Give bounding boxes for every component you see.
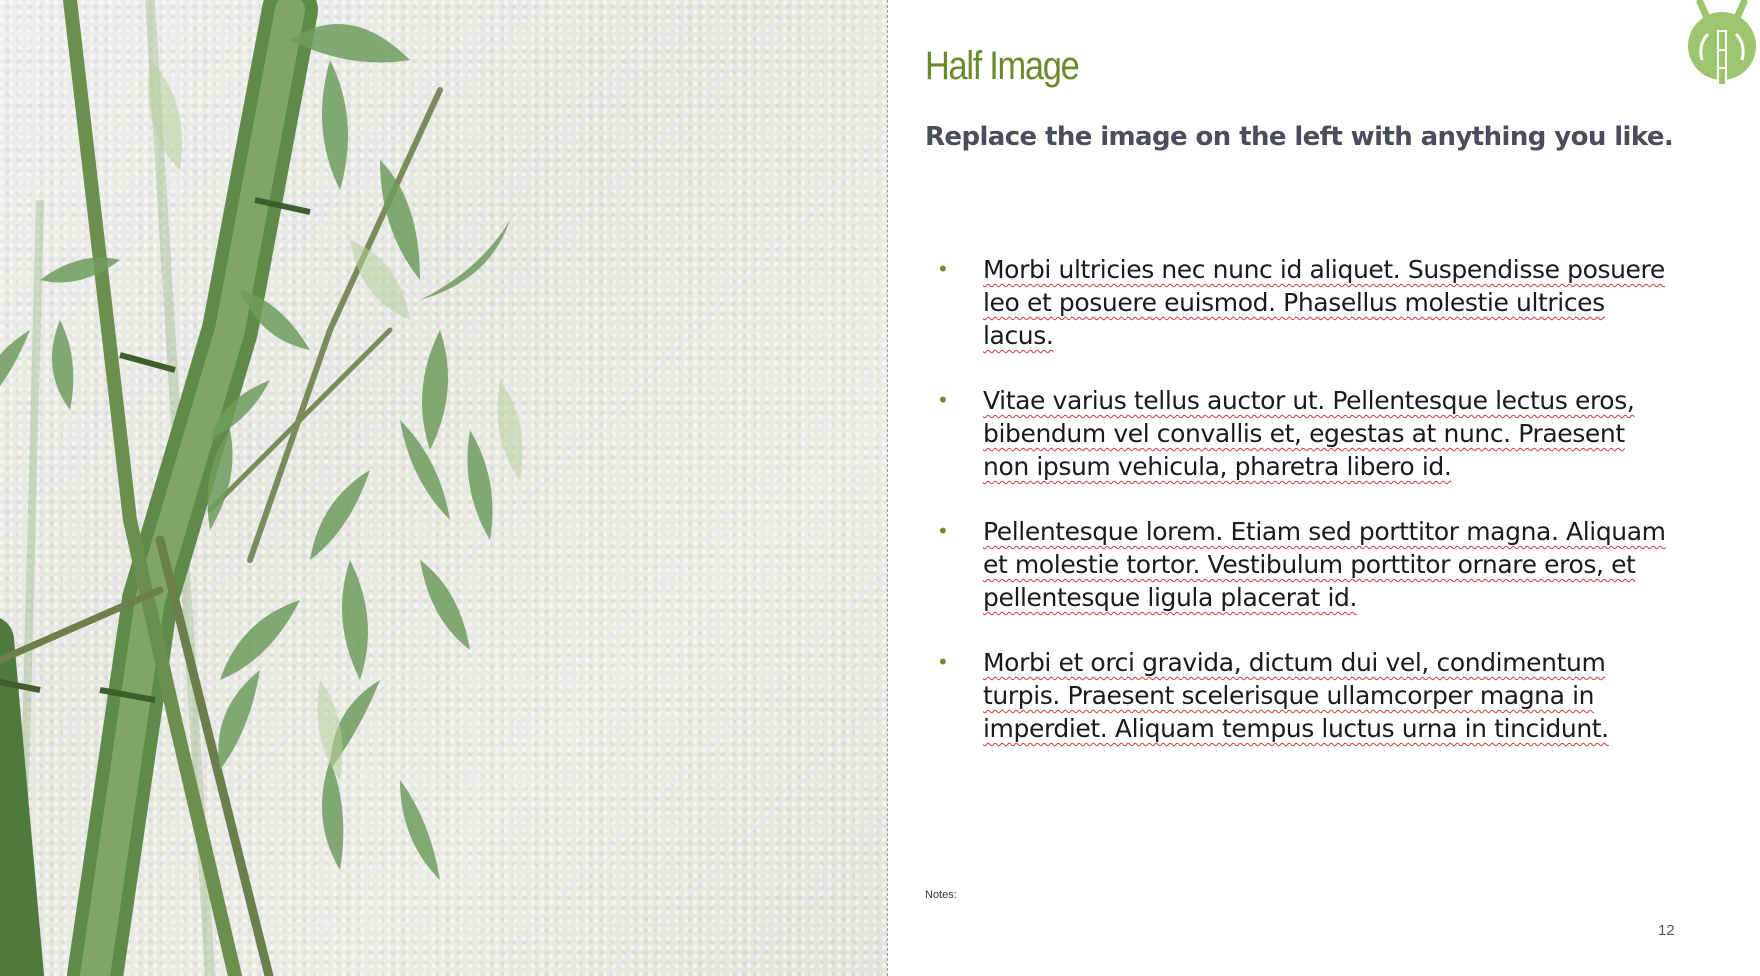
bamboo-logo-icon bbox=[1686, 0, 1756, 90]
vertical-divider bbox=[887, 0, 888, 976]
bullet-list bbox=[935, 253, 1675, 777]
bullet-point-icon: • bbox=[937, 519, 949, 543]
bullet-point-icon: • bbox=[937, 650, 949, 674]
bullet-item bbox=[935, 646, 1675, 745]
bullet-item bbox=[935, 253, 1675, 352]
bullet-item bbox=[935, 384, 1675, 483]
notes-label: Notes: bbox=[925, 889, 957, 901]
slide-subtitle: Replace the image on the left with anything you like. bbox=[925, 122, 1674, 152]
bullet-item bbox=[935, 515, 1675, 614]
bullet-text[interactable]: Pellentesque lorem. Etiam sed porttitor magna. Aliquam et molestie tortor. Vestibulum porttitor ornare eros, et pellentesque ligula placerat id. bbox=[983, 517, 1666, 612]
bullet-text[interactable]: Morbi et orci gravida, dictum dui vel, condimentum turpis. Praesent scelerisque ullamcorper magna in imperdiet. Aliquam tempus luctus urna in tincidunt. bbox=[983, 648, 1609, 743]
page-number: 12 bbox=[1658, 922, 1675, 939]
bullet-text[interactable]: Morbi ultricies nec nunc id aliquet. Suspendisse posuere leo et posuere euismod. Phasellus molestie ultrices lacus. bbox=[983, 255, 1665, 350]
bullet-text[interactable]: Vitae varius tellus auctor ut. Pellentesque lectus eros, bibendum vel convallis et, egestas at nunc. Praesent non ipsum vehicula, pharetra libero id. bbox=[983, 386, 1635, 481]
bullet-point-icon: • bbox=[937, 388, 949, 412]
slide-title: Half Image bbox=[925, 44, 1079, 88]
bullet-point-icon: • bbox=[937, 257, 949, 281]
